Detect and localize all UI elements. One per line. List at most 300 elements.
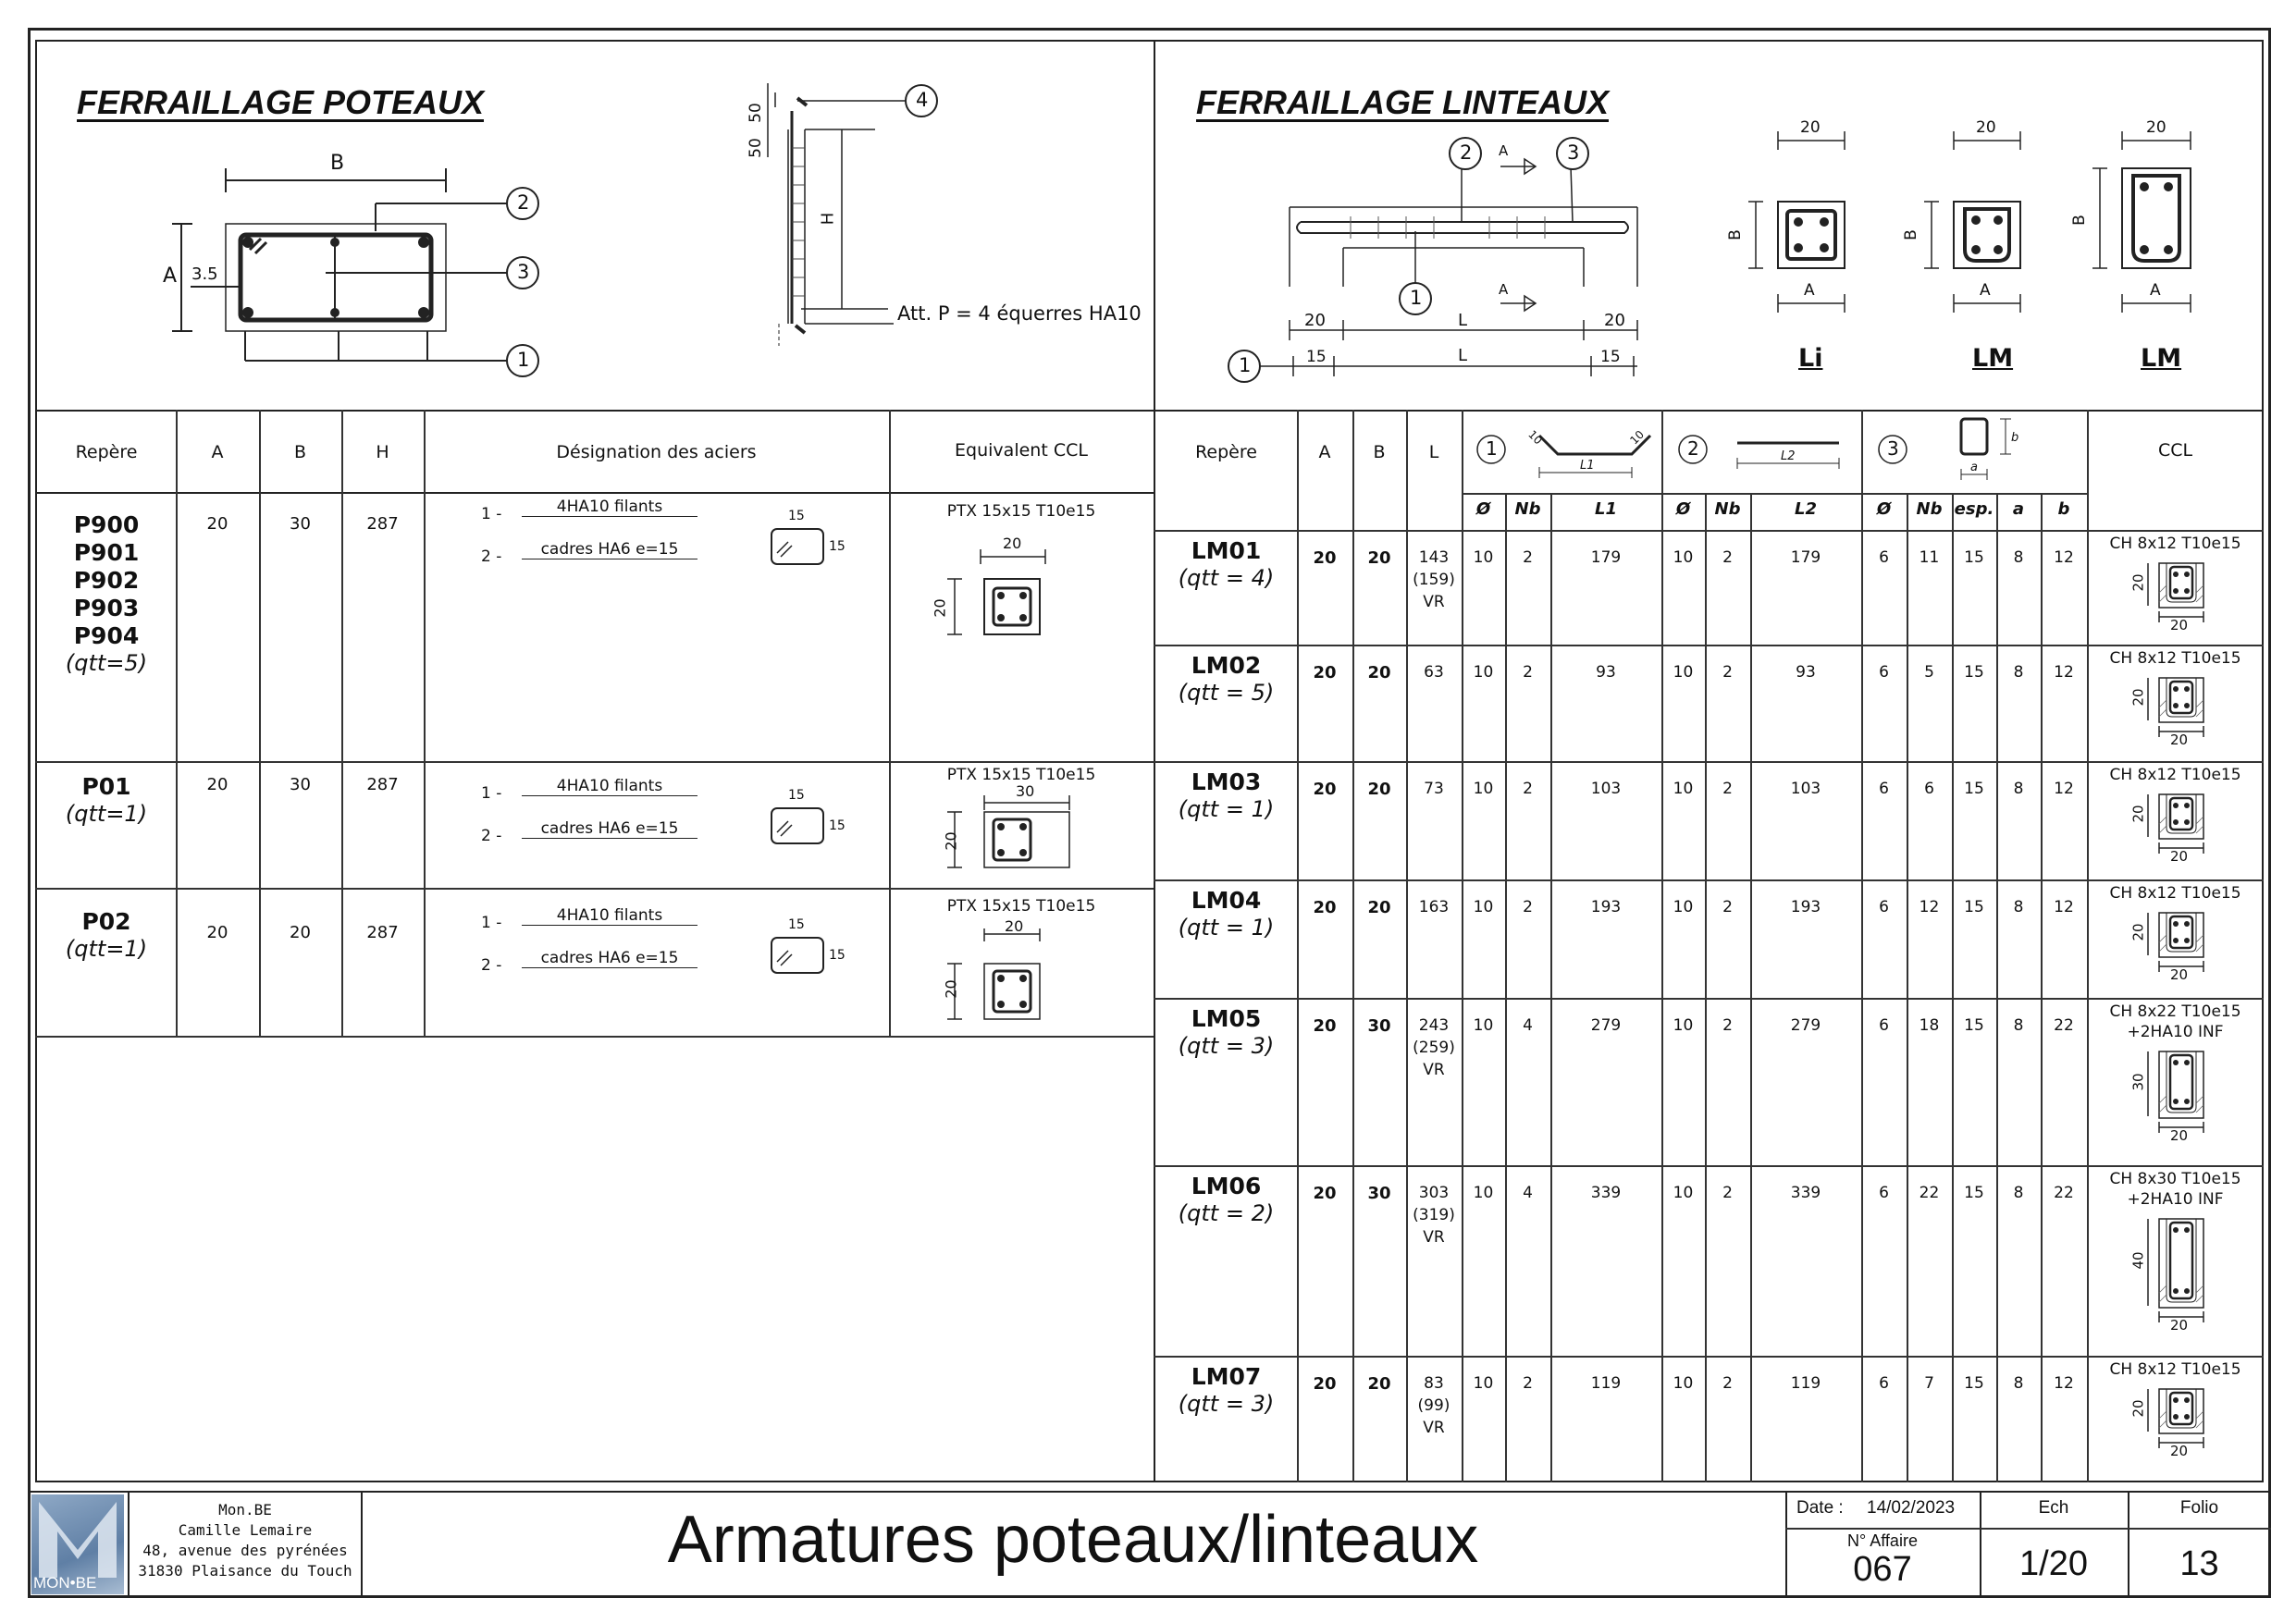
sheet-title: Armatures poteaux/linteaux (667, 1503, 1479, 1577)
dim-20-right: 20 (1604, 311, 1625, 330)
lin-value: 15 (1964, 1184, 1984, 1202)
pot-row1-b: 30 (290, 514, 311, 534)
lin-value: 103 (1790, 780, 1821, 798)
lin-repere: LM02 (1191, 652, 1262, 679)
sec-lm2-side: B (2069, 215, 2089, 226)
lin-value: 10 (1473, 548, 1494, 567)
lin-value: 6 (1879, 780, 1889, 798)
lin-qtt: (qtt = 1) (1178, 796, 1275, 822)
sub-nb-1: Nb (1514, 499, 1541, 519)
lin-value: 10 (1473, 663, 1494, 682)
repere-label: P902 (73, 567, 140, 594)
lin-b: 20 (1367, 780, 1391, 799)
callout-3: 3 (517, 261, 530, 283)
lin-col (2087, 410, 2089, 1482)
right-title: FERRAILLAGE LINTEAUX (1196, 83, 1609, 121)
lin-row-sep (1154, 879, 2264, 881)
sub-b: b (2057, 499, 2070, 519)
lin-value: 93 (1796, 663, 1816, 682)
lin-l: 143 (1418, 548, 1450, 567)
company-name: Mon.BE (218, 1501, 272, 1518)
folio-value: 13 (2179, 1544, 2219, 1583)
ccl-w: 20 (1003, 535, 1022, 552)
pot-row1-h: 287 (366, 514, 399, 534)
group-3-num: 3 (1887, 437, 1899, 460)
pot-row1-reperes (37, 511, 176, 676)
dim-l-top: L (1458, 311, 1468, 330)
ccl-section-icon (944, 928, 1055, 1021)
sec-lm2-top: 20 (2146, 118, 2166, 137)
lin-value: 10 (1473, 1184, 1494, 1202)
repere-label: P01 (81, 773, 131, 800)
sub-diam-1: Ø (1475, 499, 1491, 519)
repere-label: P02 (81, 908, 131, 935)
ech-label: Ech (2038, 1498, 2069, 1518)
dim-b-label: B (330, 152, 345, 175)
repere-label: P903 (73, 595, 140, 621)
dim-15-left: 15 (1306, 348, 1327, 366)
pot-row1-a: 20 (206, 514, 228, 534)
pot-row1-line1: 4HA10 filants (522, 498, 697, 517)
affaire-value: 067 (1853, 1550, 1912, 1589)
lin-col (1750, 493, 1752, 1482)
pot-row2-b: 30 (290, 775, 311, 794)
lin-value: 2 (1722, 1184, 1733, 1202)
stirrup-w: 15 (788, 788, 805, 803)
lin-value: 11 (1919, 548, 1940, 567)
lin-value: 119 (1790, 1374, 1821, 1393)
lin-value: 15 (1964, 548, 1984, 567)
sec-li-top: 20 (1800, 118, 1821, 137)
lin-ccl-label: CH 8x12 T10e15 (2109, 535, 2241, 553)
pot-hdr-h: H (376, 442, 389, 462)
callout-2: 2 (517, 191, 530, 214)
lin-value: 12 (2054, 663, 2074, 682)
lin-qtt: (qtt = 5) (1178, 680, 1275, 706)
lin-ccl-label: CH 8x22 T10e15 (2109, 1002, 2241, 1021)
ccl-channel-icon (2155, 793, 2229, 865)
sec-lm1-top: 20 (1976, 118, 1996, 137)
lin-value: 15 (1964, 898, 1984, 916)
lin-l: VR (1423, 1061, 1445, 1079)
pot-hdr-b: B (293, 442, 307, 462)
repere-label: P904 (73, 622, 140, 649)
lin-value: 6 (1879, 663, 1889, 682)
lin-value: 15 (1964, 1374, 1984, 1393)
lin-value: 12 (2054, 1374, 2074, 1393)
lin-l: (99) (1417, 1396, 1450, 1415)
date-label: Date : (1796, 1498, 1844, 1518)
lin-value: 22 (2054, 1016, 2074, 1035)
pot-hdr-a: A (211, 442, 224, 462)
lin-col (1352, 410, 1354, 1482)
lin-l: (259) (1413, 1039, 1455, 1057)
pot-row2-h: 287 (366, 775, 399, 794)
pot-row2-a: 20 (206, 775, 228, 794)
lin-row-sep (1154, 1165, 2264, 1167)
lin-value: 22 (2054, 1184, 2074, 1202)
logo-text: MON•BE (33, 1574, 97, 1592)
lin-a: 20 (1313, 1016, 1337, 1036)
sub-a: a (2012, 499, 2025, 519)
lin-col (1297, 410, 1299, 1482)
lin-b: 30 (1367, 1184, 1391, 1203)
lin-a: 20 (1313, 548, 1337, 568)
company-person: Camille Lemaire (178, 1521, 313, 1539)
lin-col (1996, 493, 1998, 1482)
sec-li-side: B (1725, 229, 1745, 240)
lin-value: 10 (1473, 780, 1494, 798)
lin-ccl-label: CH 8x12 T10e15 (2109, 649, 2241, 668)
dim-15-right: 15 (1600, 348, 1621, 366)
pot-row3-b: 20 (290, 923, 311, 942)
lin-value: 93 (1596, 663, 1616, 682)
stirrup-h: 15 (829, 539, 846, 554)
lin-repere: LM03 (1191, 768, 1262, 795)
ccl-h: 20 (942, 831, 960, 851)
pot-row3-line2-num: 2 - (481, 956, 502, 975)
lin-value: 193 (1590, 898, 1622, 916)
lin-value: 8 (2013, 548, 2024, 567)
lin-l: 73 (1424, 780, 1444, 798)
lin-value: 8 (2013, 1016, 2024, 1035)
ech-value: 1/20 (2019, 1544, 2088, 1583)
pot-row2-line1: 4HA10 filants (522, 777, 697, 796)
lin-value: 2 (1523, 1374, 1533, 1393)
qtt-label: (qtt=1) (65, 801, 148, 827)
stirrup-w: 15 (788, 917, 805, 932)
lin-value: 12 (2054, 780, 2074, 798)
lin-value: 15 (1964, 780, 1984, 798)
lin-value: 10 (1673, 548, 1694, 567)
lin-col (1705, 493, 1707, 1482)
lin-value: 8 (2013, 1374, 2024, 1393)
lin-col (1505, 493, 1507, 1482)
lin-value: 339 (1790, 1184, 1821, 1202)
dim-h-label: H (818, 212, 838, 226)
dim-20-left: 20 (1304, 311, 1326, 330)
lin-value: 2 (1722, 548, 1733, 567)
lin-callout-1a: 1 (1410, 287, 1423, 309)
qtt-label: (qtt=1) (65, 936, 148, 962)
pot-row3-line1: 4HA10 filants (522, 906, 697, 926)
lin-l: 163 (1418, 898, 1450, 916)
icon-l2: L2 (1781, 449, 1796, 463)
sec-lm1-side: B (1901, 229, 1920, 240)
pot-row1-line2: cadres HA6 e=15 (522, 540, 697, 559)
pot-row3-line1-num: 1 - (481, 914, 502, 932)
sub-esp: esp. (1954, 499, 1994, 519)
ccl-w: 30 (1016, 782, 1035, 800)
lin-a: 20 (1313, 1374, 1337, 1394)
pot-row2-line2: cadres HA6 e=15 (522, 819, 697, 839)
lin-col (1661, 410, 1663, 1482)
ccl-section-icon (944, 546, 1055, 638)
cover-label: 3.5 (191, 264, 218, 284)
lin-value: 279 (1790, 1016, 1821, 1035)
pot-row1-ccl-title: PTX 15x15 T10e15 (946, 502, 1096, 521)
company-logo (31, 1494, 124, 1594)
left-title: FERRAILLAGE POTEAUX (77, 83, 485, 121)
lin-l: VR (1423, 593, 1445, 611)
lin-row-sep (1154, 645, 2264, 646)
lin-value: 8 (2013, 1184, 2024, 1202)
lin-hdr-b: B (1373, 442, 1386, 462)
lin-col (2041, 493, 2043, 1482)
ccl-channel-icon (2155, 676, 2229, 748)
lin-qtt: (qtt = 1) (1178, 915, 1275, 941)
lin-ccl-label: CH 8x12 T10e15 (2109, 1360, 2241, 1379)
sub-diam-3: Ø (1876, 499, 1892, 519)
lin-value: 193 (1790, 898, 1821, 916)
lin-value: 10 (1673, 780, 1694, 798)
sub-nb-2: Nb (1714, 499, 1741, 519)
lin-value: 10 (1673, 898, 1694, 916)
lin-value: 179 (1590, 548, 1622, 567)
ccl-height: 20 (2129, 805, 2147, 823)
sub-l2: L2 (1795, 499, 1817, 519)
pot-row2-ccl-title: PTX 15x15 T10e15 (946, 766, 1096, 784)
date-value: 14/02/2023 (1867, 1498, 1956, 1518)
lin-a: 20 (1313, 780, 1337, 799)
ccl-height: 30 (2129, 1073, 2147, 1091)
lin-a: 20 (1313, 663, 1337, 682)
stirrup-icon (770, 527, 825, 568)
ccl-height: 40 (2129, 1251, 2147, 1270)
sec-lm1-name: LM (1972, 344, 2014, 373)
lin-value: 10 (1673, 1016, 1694, 1035)
ccl-channel-icon (2155, 561, 2229, 633)
cart-top (28, 1491, 2271, 1493)
lin-value: 5 (1924, 663, 1934, 682)
pot-row2-line2-num: 2 - (481, 827, 502, 845)
lin-value: 6 (1879, 898, 1889, 916)
ccl-width: 20 (2170, 966, 2189, 983)
lin-l: VR (1423, 1419, 1445, 1437)
lin-value: 179 (1790, 548, 1821, 567)
ccl-section-icon (944, 795, 1082, 888)
lin-row-sep (1154, 998, 2264, 1000)
lin-value: 12 (2054, 548, 2074, 567)
attente-note: Att. P = 4 équerres HA10 (897, 302, 1142, 325)
ccl-width: 20 (2170, 848, 2189, 865)
lin-value: 10 (1473, 898, 1494, 916)
ccl-width: 20 (2170, 1443, 2189, 1459)
bar-shape-icons (1462, 410, 2091, 495)
lin-repere: LM06 (1191, 1173, 1262, 1199)
icon-10a: 10 (1525, 427, 1545, 448)
pot-row2-reperes (37, 773, 176, 827)
lin-value: 22 (1919, 1184, 1940, 1202)
lin-qtt: (qtt = 4) (1178, 565, 1275, 591)
lin-value: 6 (1879, 1374, 1889, 1393)
lin-repere: LM01 (1191, 537, 1262, 564)
callout-4: 4 (916, 89, 929, 111)
stirrup-w: 15 (788, 509, 805, 523)
folio-label: Folio (2179, 1498, 2219, 1518)
lin-qtt: (qtt = 2) (1178, 1200, 1275, 1226)
lin-qtt: (qtt = 3) (1178, 1033, 1275, 1059)
pot-row-1-bottom (35, 761, 1154, 763)
lin-repere: LM05 (1191, 1005, 1262, 1032)
lin-value: 2 (1523, 548, 1533, 567)
ccl-channel-icon (2155, 911, 2229, 983)
lin-b: 20 (1367, 548, 1391, 568)
pot-row3-a: 20 (206, 923, 228, 942)
lin-value: 10 (1473, 1016, 1494, 1035)
company-street: 48, avenue des pyrénées (142, 1542, 348, 1559)
lin-value: 2 (1523, 780, 1533, 798)
ccl-height: 20 (2129, 923, 2147, 941)
stirrup-h: 15 (829, 948, 846, 963)
lin-value: 2 (1722, 898, 1733, 916)
ccl-w: 20 (1005, 917, 1024, 935)
lin-value: 119 (1590, 1374, 1622, 1393)
pot-col-des (424, 410, 426, 1037)
lin-col (1861, 410, 1863, 1482)
lin-value: 2 (1722, 663, 1733, 682)
lin-l: 83 (1424, 1374, 1444, 1393)
lin-ccl-label: +2HA10 INF (2127, 1023, 2224, 1041)
ccl-channel-icon (2155, 1050, 2229, 1144)
lin-hdr-a: A (1318, 442, 1331, 462)
sec-li-bottom: A (1804, 281, 1815, 300)
pot-row1-line1-num: 1 - (481, 505, 502, 523)
lin-value: 18 (1919, 1016, 1940, 1035)
lin-callout-3: 3 (1567, 141, 1580, 164)
company-block (130, 1500, 361, 1581)
sub-diam-2: Ø (1675, 499, 1691, 519)
lin-value: 10 (1673, 1184, 1694, 1202)
pot-row3-line2: cadres HA6 e=15 (522, 949, 697, 968)
lin-row-sep (1154, 761, 2264, 763)
lin-hdr-repere: Repère (1195, 442, 1257, 462)
lin-ccl-label: +2HA10 INF (2127, 1190, 2224, 1209)
lin-b: 20 (1367, 898, 1391, 917)
sub-nb-3: Nb (1916, 499, 1943, 519)
sec-lm2-name: LM (2141, 344, 2182, 373)
lin-value: 15 (1964, 1016, 1984, 1035)
ccl-channel-icon (2155, 1217, 2229, 1334)
dim-l-bottom: L (1458, 346, 1468, 365)
pot-row3-ccl-title: PTX 15x15 T10e15 (946, 897, 1096, 916)
ccl-h: 20 (942, 979, 960, 999)
lin-value: 4 (1523, 1184, 1533, 1202)
dim-50-top: 50 (746, 103, 765, 123)
lin-ccl-label: CH 8x30 T10e15 (2109, 1170, 2241, 1188)
affaire-label: N° Affaire (1847, 1531, 1918, 1550)
lin-row-sep (1154, 1356, 2264, 1358)
icon-10b: 10 (1627, 427, 1647, 448)
lin-hdr-l: L (1428, 442, 1439, 462)
lin-callout-2: 2 (1460, 141, 1473, 164)
lin-header-bottom (1154, 530, 2264, 532)
icon-l1: L1 (1580, 459, 1595, 473)
lin-ccl-label: CH 8x12 T10e15 (2109, 884, 2241, 903)
lin-value: 6 (1879, 548, 1889, 567)
group-2-num: 2 (1687, 437, 1699, 460)
pot-col-a (176, 410, 178, 1037)
lin-value: 12 (1919, 898, 1940, 916)
icon-b: b (2011, 431, 2019, 445)
lin-value: 12 (2054, 898, 2074, 916)
dim-a-label: A (163, 264, 178, 288)
lin-l: VR (1423, 1228, 1445, 1247)
pot-row-3-bottom (35, 1036, 1154, 1038)
lin-col (1952, 493, 1954, 1482)
lin-value: 6 (1879, 1184, 1889, 1202)
ccl-width: 20 (2170, 732, 2189, 748)
lin-l: 243 (1418, 1016, 1450, 1035)
lin-value: 8 (2013, 663, 2024, 682)
lin-col (1907, 493, 1908, 1482)
lin-value: 103 (1590, 780, 1622, 798)
lin-a: 20 (1313, 1184, 1337, 1203)
lin-l: 303 (1418, 1184, 1450, 1202)
lin-value: 6 (1879, 1016, 1889, 1035)
lin-b: 30 (1367, 1016, 1391, 1036)
lin-value: 10 (1673, 1374, 1694, 1393)
sub-l1: L1 (1595, 499, 1617, 519)
company-city: 31830 Plaisance du Touch (138, 1562, 352, 1580)
pot-row3-reperes (37, 908, 176, 962)
ccl-height: 20 (2129, 688, 2147, 707)
lin-value: 8 (2013, 780, 2024, 798)
lin-value: 8 (2013, 898, 2024, 916)
callout-1: 1 (517, 349, 530, 371)
pot-header-bottom (35, 492, 1154, 494)
lin-ccl-label: CH 8x12 T10e15 (2109, 766, 2241, 784)
qtt-label: (qtt=5) (65, 650, 148, 676)
sec-lm1-bottom: A (1980, 281, 1991, 300)
lin-l: 63 (1424, 663, 1444, 682)
lin-repere: LM07 (1191, 1363, 1262, 1390)
stirrup-icon (770, 806, 825, 847)
lin-value: 10 (1473, 1374, 1494, 1393)
lin-value: 2 (1523, 663, 1533, 682)
icon-a: a (1970, 461, 1978, 474)
lin-col (1550, 493, 1552, 1482)
section-mark-a-bottom: A (1499, 281, 1509, 298)
pot-col-b (259, 410, 261, 1037)
ccl-width: 20 (2170, 1317, 2189, 1334)
lin-callout-1b: 1 (1239, 354, 1252, 376)
ccl-height: 20 (2129, 1399, 2147, 1418)
ccl-width: 20 (2170, 1127, 2189, 1144)
lin-value: 339 (1590, 1184, 1622, 1202)
pot-row2-line1-num: 1 - (481, 784, 502, 803)
lin-value: 2 (1722, 1016, 1733, 1035)
lin-l: (319) (1413, 1206, 1455, 1224)
pot-hdr-ccl: Equivalent CCL (955, 440, 1088, 461)
lin-col (1462, 410, 1463, 1482)
stirrup-icon (770, 936, 825, 977)
pot-row3-h: 287 (366, 923, 399, 942)
lin-value: 7 (1924, 1374, 1934, 1393)
lin-b: 20 (1367, 1374, 1391, 1394)
repere-label: P900 (73, 511, 140, 538)
cart-mid (1785, 1528, 2271, 1530)
pot-row-2-bottom (35, 888, 1154, 890)
pot-row1-line2-num: 2 - (481, 547, 502, 566)
lin-l: (159) (1413, 571, 1455, 589)
ccl-height: 20 (2129, 573, 2147, 592)
dim-50-bottom: 50 (746, 138, 765, 158)
sec-li-name: Li (1798, 344, 1823, 373)
lin-qtt: (qtt = 3) (1178, 1391, 1275, 1417)
ccl-width: 20 (2170, 617, 2189, 633)
linteau-elevation-drawing (0, 0, 2296, 407)
